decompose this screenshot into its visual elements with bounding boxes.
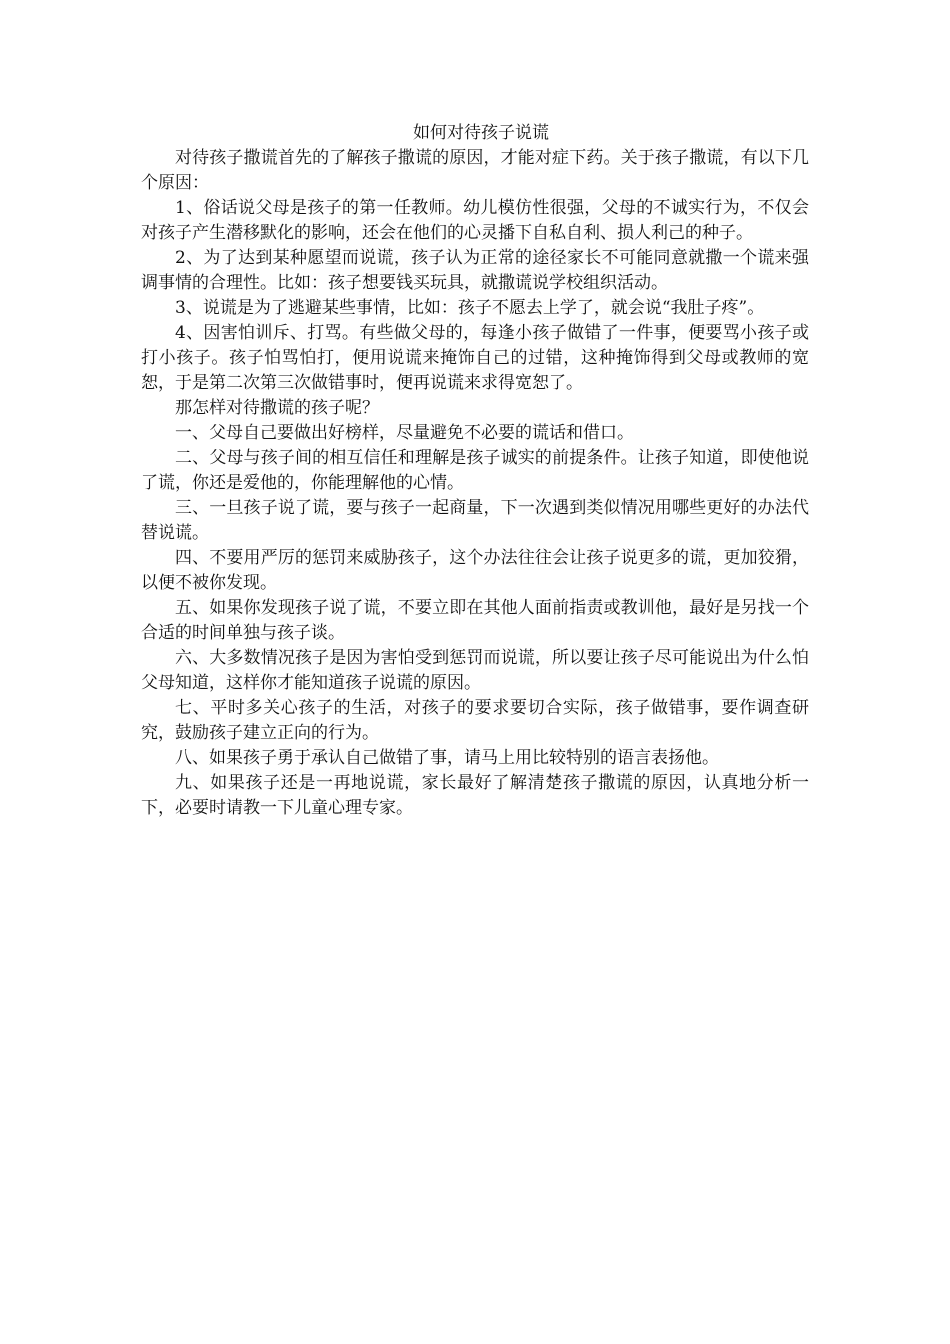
document-title: 如何对待孩子说谎 (413, 123, 549, 143)
question-paragraph: 那怎样对待撒谎的孩子呢？ (175, 398, 379, 418)
advice-6-paragraph: 六、大多数情况孩子是因为害怕受到惩罚而说谎，所以要让孩子尽可能说出为什么怕父母知道，这样你才能知道孩子说谎的原因。 (141, 648, 809, 693)
advice-1-paragraph: 一、父母自己要做出好榜样，尽量避免不必要的谎话和借口。 (175, 423, 634, 443)
reason-4-paragraph: 4、因害怕训斥、打骂。有些做父母的，每逢小孩子做错了一件事，便要骂小孩子或打小孩子。孩子怕骂怕打，便用说谎来掩饰自己的过错，这种掩饰得到父母或教师的宽恕，于是第二次第三次做错事时，便再说谎来求得宽恕了。 (141, 323, 809, 393)
advice-3-paragraph: 三、一旦孩子说了谎，要与孩子一起商量，下一次遇到类似情况用哪些更好的办法代替说谎。 (141, 498, 809, 543)
advice-9-paragraph: 九、如果孩子还是一再地说谎，家长最好了解清楚孩子撒谎的原因，认真地分析一下，必要时请教一下儿童心理专家。 (141, 773, 809, 818)
document-body (141, 121, 809, 821)
advice-2-paragraph: 二、父母与孩子间的相互信任和理解是孩子诚实的前提条件。让孩子知道，即使他说了谎，你还是爱他的，你能理解他的心情。 (141, 448, 809, 493)
reason-3-paragraph: 3、说谎是为了逃避某些事情，比如：孩子不愿去上学了，就会说“我肚子疼”。 (175, 298, 765, 318)
advice-7-paragraph: 七、平时多关心孩子的生活，对孩子的要求要切合实际，孩子做错事，要作调查研究，鼓励孩子建立正向的行为。 (141, 698, 809, 743)
advice-4-paragraph: 四、不要用严厉的惩罚来威胁孩子，这个办法往往会让孩子说更多的谎，更加狡猾，以便不被你发现。 (141, 548, 809, 593)
reason-1-paragraph: 1、俗话说父母是孩子的第一任教师。幼儿模仿性很强，父母的不诚实行为，不仅会对孩子产生潜移默化的影响，还会在他们的心灵播下自私自利、损人利己的种子。 (141, 198, 809, 243)
advice-5-paragraph: 五、如果你发现孩子说了谎，不要立即在其他人面前指责或教训他，最好是另找一个合适的时间单独与孩子谈。 (141, 598, 809, 643)
advice-8-paragraph: 八、如果孩子勇于承认自己做错了事，请马上用比较特别的语言表扬他。 (175, 748, 719, 768)
intro-paragraph: 对待孩子撒谎首先的了解孩子撒谎的原因，才能对症下药。关于孩子撒谎，有以下几个原因： (141, 148, 809, 193)
reason-2-paragraph: 2、为了达到某种愿望而说谎，孩子认为正常的途径家长不可能同意就撒一个谎来强调事情的合理性。比如：孩子想要钱买玩具，就撒谎说学校组织活动。 (141, 248, 809, 293)
